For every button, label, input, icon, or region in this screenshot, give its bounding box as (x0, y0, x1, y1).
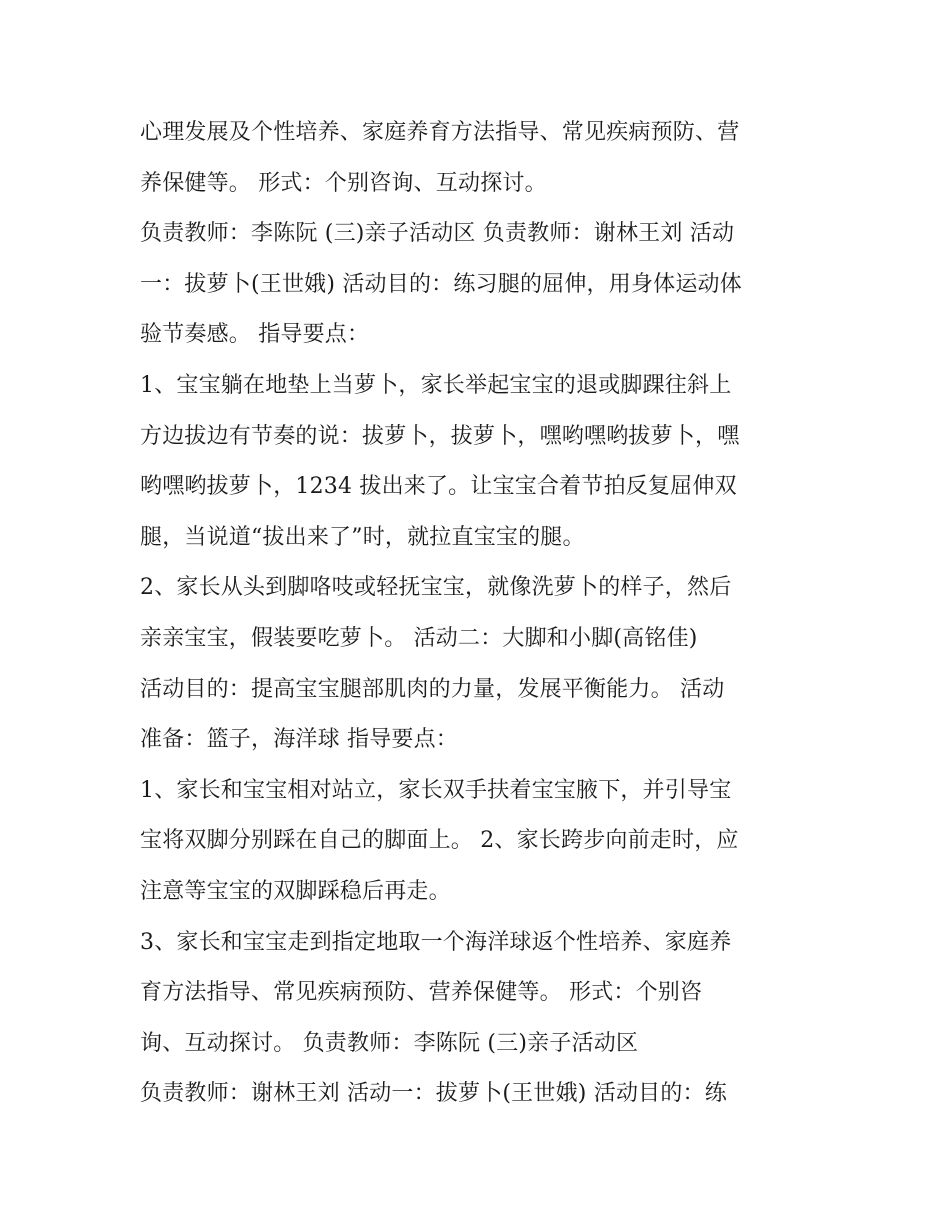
text-line-8: 哟嘿哟拔萝卜，1234 拔出来了。让宝宝合着节拍反复屈伸双 (140, 474, 737, 500)
text-line-18: 育方法指导、常见疾病预防、营养保健等。 形式：个别咨 (140, 980, 703, 1006)
text-line-2: 养保健等。 形式：个别咨询、互动探讨。 (140, 170, 547, 196)
text-line-7: 方边拔边有节奏的说：拔萝卜，拔萝卜，嘿哟嘿哟拔萝卜，嘿 (140, 423, 740, 449)
text-line-10: 2、家长从头到脚咯吱或轻抚宝宝，就像洗萝卜的样子，然后 (140, 575, 732, 601)
text-line-6: 1、宝宝躺在地垫上当萝卜，家长举起宝宝的退或脚踝往斜上 (140, 372, 732, 398)
text-line-11: 亲亲宝宝，假装要吃萝卜。 活动二：大脚和小脚(高铭佳) (140, 625, 698, 651)
text-line-20: 负责教师：谢林王刘 活动一：拔萝卜(王世娥) 活动目的：练 (140, 1081, 727, 1107)
text-line-13: 准备：篮子，海洋球 指导要点： (140, 727, 458, 753)
text-line-14: 1、家长和宝宝相对站立，家长双手扶着宝宝腋下，并引导宝 (140, 777, 732, 803)
text-line-17: 3、家长和宝宝走到指定地取一个海洋球返个性培养、家庭养 (140, 929, 732, 955)
text-line-9: 腿，当说道“拔出来了”时，就拉直宝宝的腿。 (140, 524, 585, 550)
document-body (140, 108, 830, 1120)
text-line-5: 验节奏感。 指导要点： (140, 322, 370, 348)
text-line-19: 询、互动探讨。 负责教师：李陈阮 (三)亲子活动区 (140, 1030, 639, 1056)
text-line-4: 一：拔萝卜(王世娥) 活动目的：练习腿的屈伸，用身体运动体 (140, 271, 742, 297)
text-line-3: 负责教师：李陈阮 (三)亲子活动区 负责教师：谢林王刘 活动 (140, 221, 735, 247)
text-line-16: 注意等宝宝的双脚踩稳后再走。 (140, 878, 451, 904)
text-line-1: 心理发展及个性培养、家庭养育方法指导、常见疾病预防、营 (140, 120, 740, 145)
text-line-15: 宝将双脚分别踩在自己的脚面上。 2、家长跨步向前走时，应 (140, 828, 739, 854)
text-line-12: 活动目的：提高宝宝腿部肌肉的力量，发展平衡能力。 活动 (140, 676, 725, 702)
